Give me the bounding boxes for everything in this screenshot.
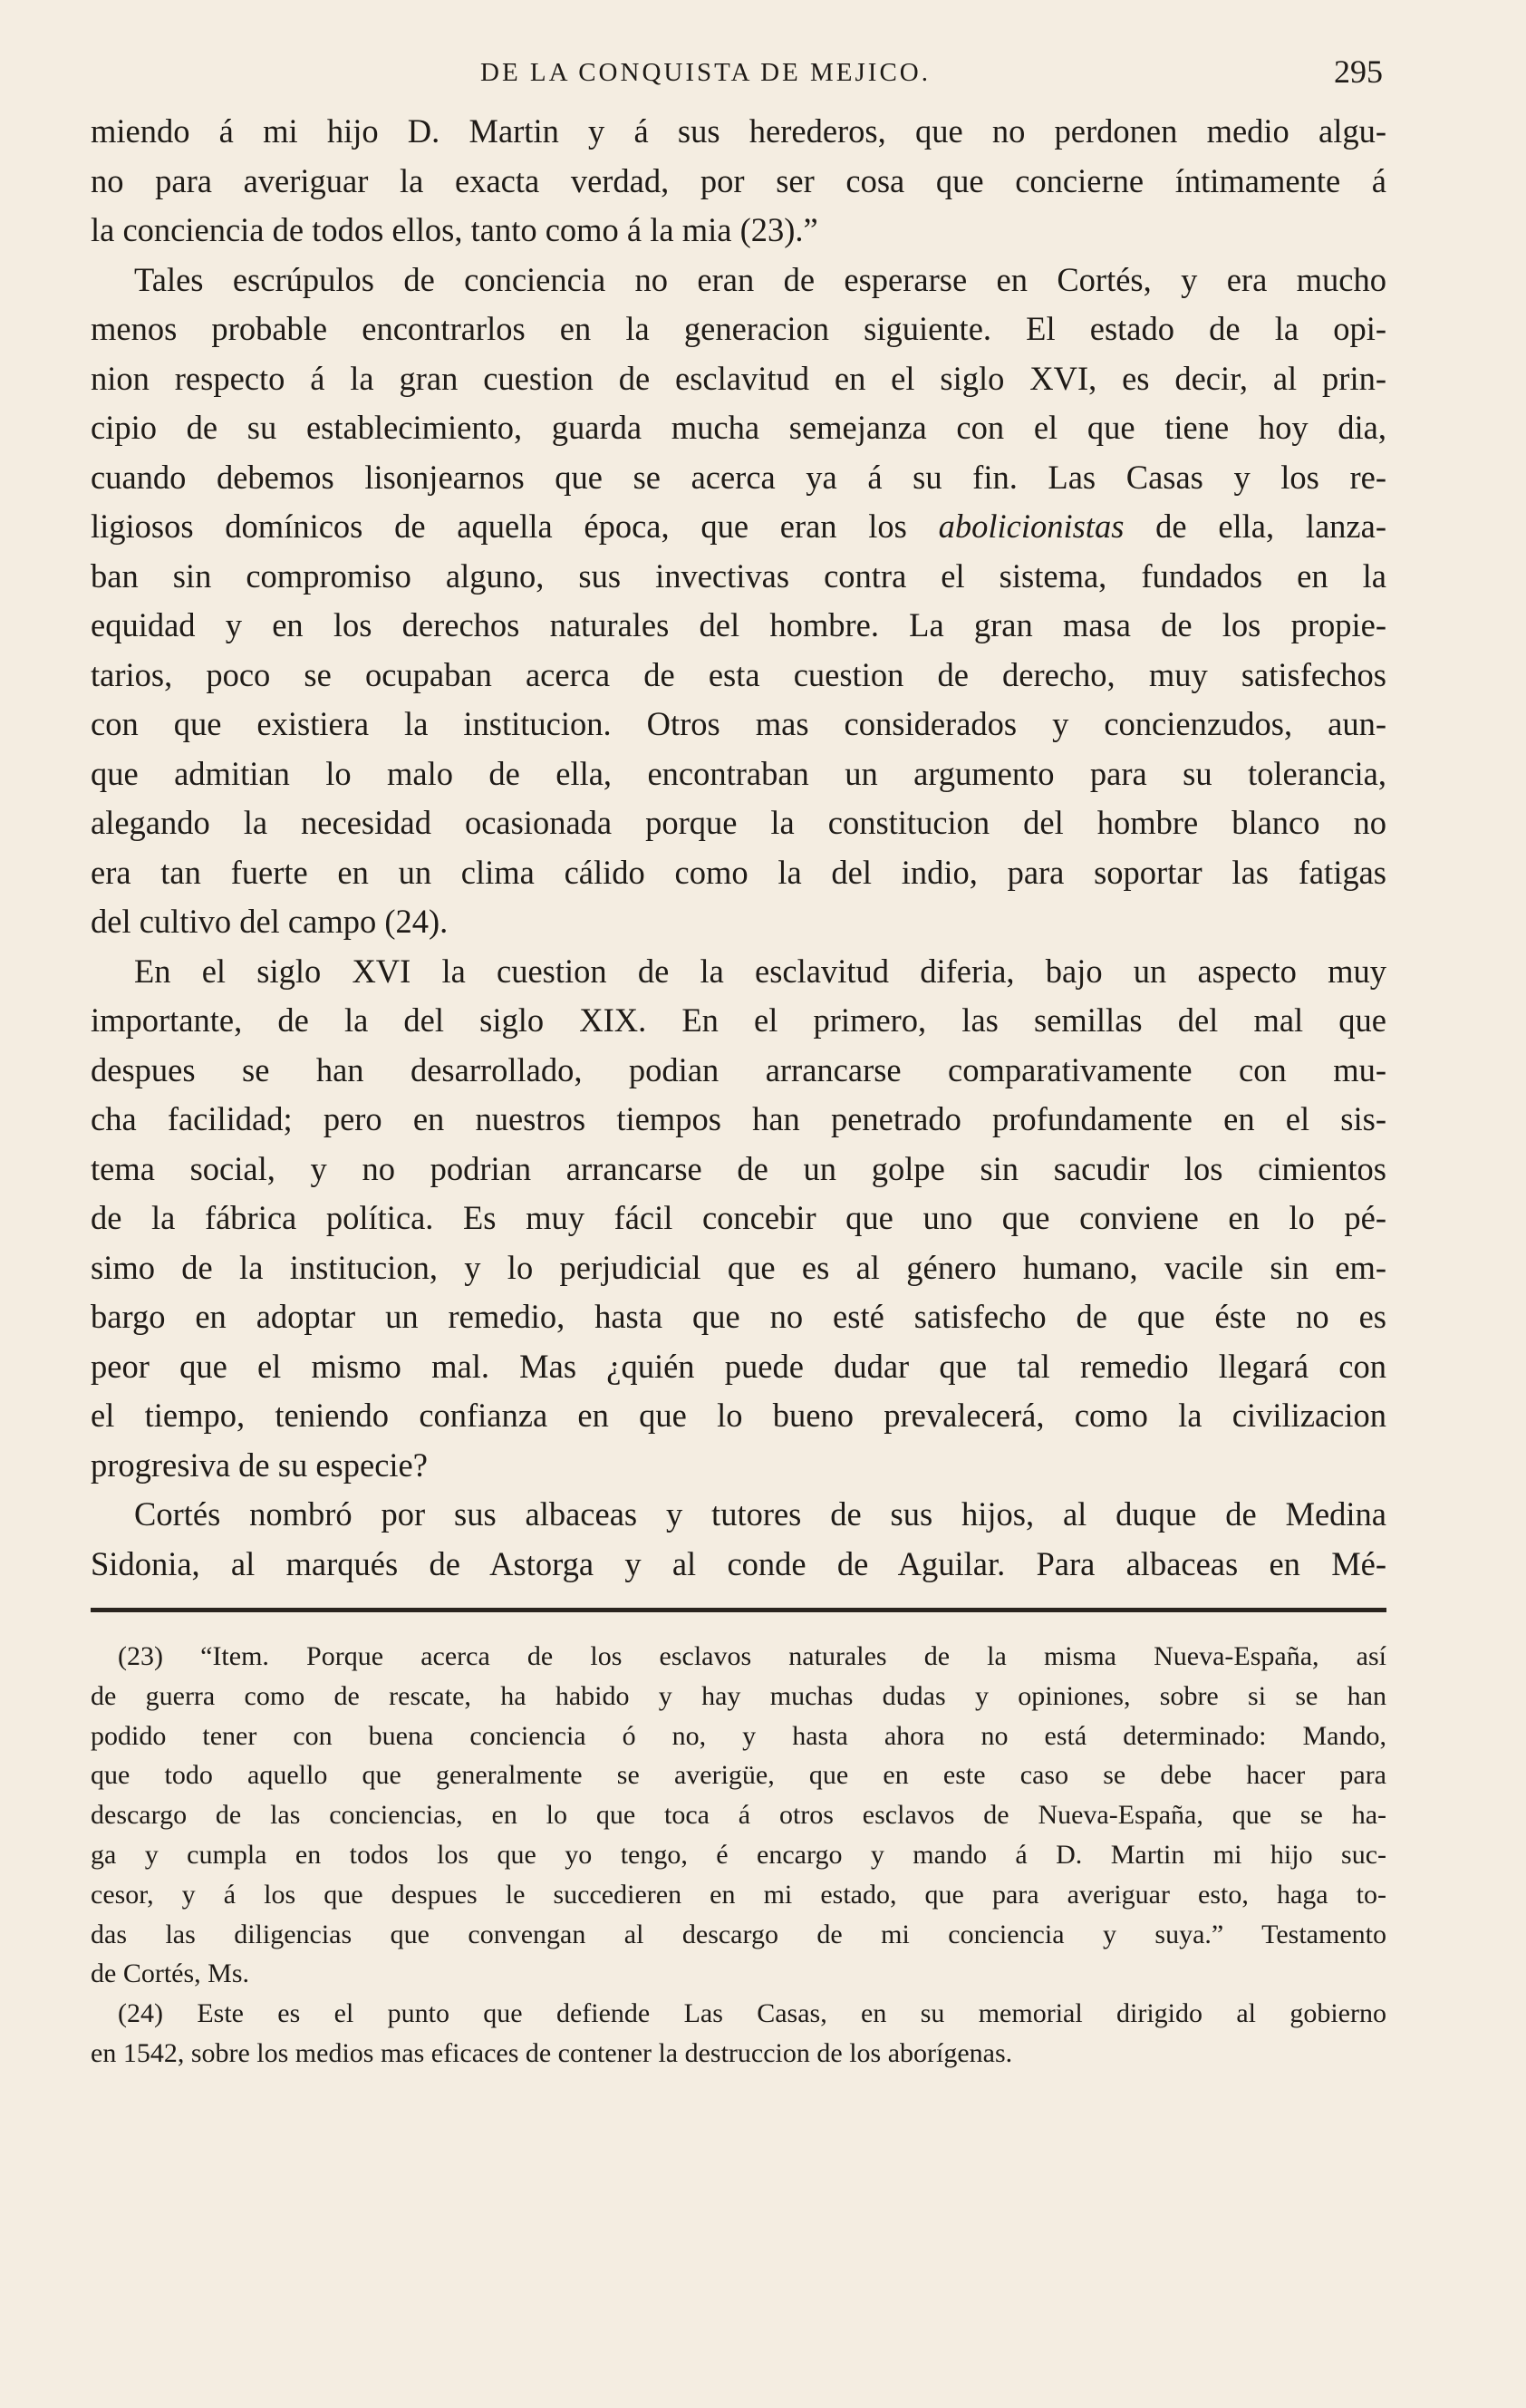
text-line: cha facilidad; pero en nuestros tiempos han penetrado profundamente en el sis- (91, 1100, 1386, 1137)
text-line: era tan fuerte en un clima cálido como la del indio, para soportar las fatigas (91, 853, 1386, 891)
paragraph-start-line: Tales escrúpulos de conciencia no eran de esperarse en Cortés, y era mucho (134, 260, 1386, 298)
text-line: importante, de la del siglo XIX. En el primero, las semillas del mal que (91, 1001, 1386, 1039)
text-line: Sidonia, al marqués de Astorga y al conde de Aguilar. Para albaceas en Mé- (91, 1544, 1386, 1582)
text-line: del cultivo del campo (24). (91, 903, 449, 940)
text-line: despues se han desarrollado, podian arrancarse comparativamente con mu- (91, 1050, 1386, 1088)
footnote-line: ga y cumpla en todos los que yo tengo, é encargo y mando á D. Martin mi hijo suc- (91, 1839, 1386, 1870)
paragraph-start-line: Cortés nombró por sus albaceas y tutores de sus hijos, al duque de Medina (134, 1495, 1386, 1533)
main-text (91, 107, 1386, 1589)
text-line: menos probable encontrarlos en la generacion siguiente. El estado de la opi- (91, 310, 1386, 347)
footnote-line: en 1542, sobre los medios mas eficaces de contener la destruccion de los aborígenas. (91, 2037, 1013, 2068)
footnote-line: de guerra como de rescate, ha habido y hay muchas dudas y opiniones, sobre si se han (91, 1680, 1386, 1711)
paragraph-start-line: En el siglo XVI la cuestion de la esclavitud diferia, bajo un aspecto muy (134, 952, 1386, 990)
page-header (91, 53, 1383, 98)
footnote-line: (23) “Item. Porque acerca de los esclavos naturales de la misma Nueva-España, así (118, 1641, 1386, 1671)
text-line: ban sin compromiso alguno, sus invectivas contra el sistema, fundados en la (91, 556, 1386, 595)
text-line: simo de la institucion, y lo perjudicial que es al género humano, vacile sin em- (91, 1248, 1386, 1286)
text-line: alegando la necesidad ocasionada porque la constitucion del hombre blanco no (91, 804, 1386, 841)
text-line: no para averiguar la exacta verdad, por ser cosa que concierne íntimamente á (91, 161, 1386, 199)
text-line: bargo en adoptar un remedio, hasta que no esté satisfecho de que éste no es (91, 1298, 1386, 1335)
footnote-line: cesor, y á los que despues le succedieren en mi estado, que para averiguar esto, haga to- (91, 1879, 1386, 1910)
text-line: de la fábrica política. Es muy fácil concebir que uno que conviene en lo pé- (91, 1199, 1386, 1236)
text-line: nion respecto á la gran cuestion de esclavitud en el siglo XVI, es decir, al prin- (91, 359, 1386, 397)
footnote-line: (24) Este es el punto que defiende Las Casas, en su memorial dirigido al gobierno (118, 1998, 1386, 2029)
text-line: tema social, y no podrian arrancarse de un golpe sin sacudir los cimientos (91, 1149, 1386, 1187)
page-number: 295 (1334, 53, 1383, 90)
footnotes (91, 1637, 1386, 2074)
text-line: que admitian lo malo de ella, encontraban un argumento para su tolerancia, (91, 754, 1386, 792)
text-segment: ligiosos domínicos de aquella época, que eran los (91, 508, 939, 545)
footnote-line: de Cortés, Ms. (91, 1958, 249, 1989)
text-line: equidad y en los derechos naturales del hombre. La gran masa de los propie- (91, 606, 1386, 643)
footnote-line: descargo de las conciencias, en lo que toca á otros esclavos de Nueva-España, que se ha- (91, 1800, 1386, 1831)
running-title: DE LA CONQUISTA DE MEJICO. (480, 58, 931, 87)
text-segment: de ella, lanza- (1124, 508, 1386, 545)
footnote-line: que todo aquello que generalmente se averigüe, que en este caso se debe hacer para (91, 1760, 1386, 1791)
text-line: cuando debemos lisonjearnos que se acerca ya á su fin. Las Casas y los re- (91, 458, 1386, 496)
text-line: tarios, poco se ocupaban acerca de esta cuestion de derecho, muy satisfechos (91, 655, 1386, 693)
text-line: peor que el mismo mal. Mas ¿quién puede dudar que tal remedio llegará con (91, 1347, 1386, 1385)
text-line: progresiva de su especie? (91, 1446, 428, 1484)
italic-term: abolicionistas (938, 508, 1125, 545)
text-line: la conciencia de todos ellos, tanto como á la mia (23).” (91, 211, 818, 248)
text-line: cipio de su establecimiento, guarda mucha semejanza con el que tiene hoy dia, (91, 409, 1386, 446)
text-line: el tiempo, teniendo confianza en que lo bueno prevalecerá, como la civilizacion (91, 1397, 1386, 1434)
footnote-divider (91, 1608, 1386, 1612)
text-line: miendo á mi hijo D. Martin y á sus herederos, que no perdonen medio algu- (91, 112, 1386, 150)
footnote-line: das las diligencias que convengan al descargo de mi conciencia y suya.” Testamento (91, 1919, 1386, 1949)
footnote-line: podido tener con buena conciencia ó no, y hasta ahora no está determinado: Mando, (91, 1720, 1386, 1751)
text-line: con que existiera la institucion. Otros mas considerados y concienzudos, aun- (91, 705, 1386, 742)
text-line-with-emphasis (91, 502, 1386, 552)
